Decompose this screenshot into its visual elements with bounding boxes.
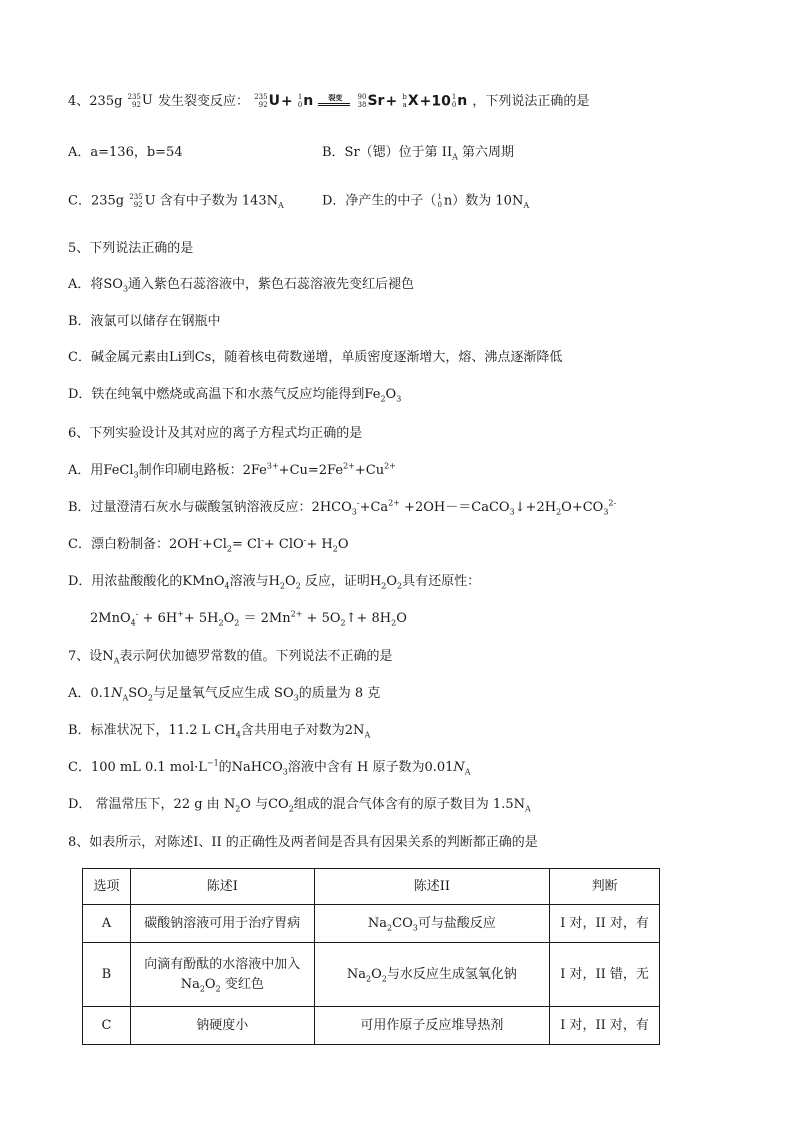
header-option: 选项 (83, 869, 131, 905)
eq-part: ↑+ 8H (345, 611, 392, 626)
q6-d-mid: 溶液与H (229, 574, 280, 589)
q6-d-mid2: O (285, 574, 296, 589)
q7-a-n: N (111, 686, 123, 701)
q7-option-b (68, 722, 370, 740)
eq-sr-nuclide (358, 92, 385, 111)
q7-b-sub2: A (364, 730, 371, 740)
row-a-judgement: I 对，II 对，有 (550, 905, 660, 943)
c-num: 92 (133, 200, 143, 209)
q6-a-sub: 3 (133, 470, 139, 480)
q6-b-mid4: O+CO (561, 500, 604, 515)
q6-b-sub4: 3 (603, 507, 609, 517)
q7-option-d (68, 796, 531, 814)
q6-option-d (68, 573, 480, 591)
q5-a-post: 通入紫色石蕊溶液中，紫色石蕊溶液先变红后褪色 (128, 277, 415, 292)
q7-a-sub: A (122, 693, 129, 703)
q4-option-c (68, 192, 284, 211)
eq-part: O (223, 611, 235, 626)
x-mass: b (402, 93, 407, 101)
q6-a-mid3: +Cu (354, 463, 385, 478)
n2-num: 0 (451, 101, 457, 109)
q4-prefix: 4、235g (68, 93, 123, 109)
q6-a-sup3: 2+ (384, 461, 396, 471)
row-b-statement-1 (130, 943, 314, 1007)
q5-d-pre: D．铁在纯氧中燃烧或高温下和水蒸气反应均能得到Fe (68, 387, 381, 402)
cell-part: 可与盐酸反应 (417, 915, 496, 931)
eq-plus: + (280, 93, 293, 110)
q7-c-sub2: A (464, 767, 471, 777)
row-b-option: B (83, 943, 131, 1007)
table-row (83, 943, 660, 1007)
q4-d-sub: A (523, 201, 530, 211)
q5-a-sub: 3 (122, 284, 129, 294)
q6-a-sup2: 2+ (343, 461, 355, 471)
q6-b-sup2: 2+ (388, 498, 400, 508)
header-judgement: 判断 (550, 869, 660, 905)
q7-d-pre: D． 常温常压下，22 g 由 N (68, 797, 236, 812)
q6-d-mid4: O (386, 574, 398, 589)
q6-d-sub3: 2 (295, 581, 301, 591)
q4-stem (68, 92, 589, 111)
q7-b-sub1: 4 (235, 730, 241, 740)
q6-a-mid: 制作印刷电路板：2Fe (138, 463, 267, 478)
q7-a-pre: A．0.1 (68, 686, 112, 701)
q6-d-sub4: 2 (381, 581, 387, 591)
q6-c-mid4: + H (306, 537, 333, 552)
q6-option-a (68, 462, 396, 480)
q6-c-sup1: - (199, 535, 202, 545)
q7-c-n: N (453, 760, 465, 775)
q6-option-d-equation (90, 610, 407, 628)
q6-option-c (68, 536, 349, 554)
row-a-option: A (83, 905, 131, 943)
q7-c-mid: 的NaHCO (218, 760, 283, 775)
q7-a-sub2: 2 (147, 693, 153, 703)
eq-sup: + (177, 609, 184, 619)
eq-sub: 2 (218, 618, 224, 628)
q5-d-o: O (385, 387, 397, 402)
q6-c-sup2: - (261, 535, 264, 545)
d-num: 0 (437, 200, 442, 209)
eq-part: + 5O (302, 611, 341, 626)
q4-d-pre: D．净产生的中子（ (322, 193, 437, 209)
q7-stem (68, 648, 392, 666)
q8-stem: 8、如表所示，对陈述I、II 的正确性及两者间是否具有因果关系的判断都正确的是 (68, 835, 538, 850)
eq-part: + 6H (138, 611, 178, 626)
q6-c-mid2: = Cl (232, 537, 262, 552)
q7-stem-pre: 7、设N (68, 649, 114, 664)
sr-symbol: Sr (367, 93, 385, 109)
q6-a-mid2: +Cu=2Fe (278, 463, 344, 478)
q5-option-c: C．碱金属元素由Li到Cs，随着核电荷数递增，单质密度逐渐增大，熔、沸点逐渐降低 (68, 350, 563, 365)
eq-part: + 5H (183, 611, 219, 626)
c-mass: 235 (129, 192, 143, 201)
q4-text: 发生裂变反应： (158, 93, 250, 109)
q6-c-mid: +Cl (201, 537, 227, 552)
q6-stem: 6、下列实验设计及其对应的离子方程式均正确的是 (68, 426, 363, 441)
eq-n2-nuclide (452, 92, 467, 111)
cell-sub: 2 (215, 984, 221, 994)
q6-b-sub3: 2 (556, 507, 562, 517)
q6-d-end: 具有还原性： (402, 574, 481, 589)
q5-option-b: B．液氯可以储存在钢瓶中 (68, 314, 221, 329)
q7-c-sup: −1 (206, 758, 219, 768)
q4-option-b (322, 144, 514, 162)
cell-part: CO (392, 915, 413, 931)
eq-sub: 2 (391, 618, 397, 628)
eq-sub: 2 (234, 618, 240, 628)
row-c-statement-2: 可用作原子反应堆导热剂 (314, 1007, 550, 1045)
q4-d-mid: n）数为 10N (443, 193, 524, 209)
q6-d-pre: D．用浓盐酸酸化的KMnO (68, 574, 225, 589)
cell-part: O (204, 976, 216, 992)
x-symbol: X (407, 93, 419, 109)
q6-option-b (68, 499, 616, 517)
q4-c-mid: U 含有中子数为 143N (144, 193, 279, 209)
u-symbol: U (141, 93, 153, 109)
q4-b-post: 第六周期 (457, 145, 514, 160)
cell-part: 与水反应生成氢氧化钠 (386, 966, 517, 982)
q4-c-pre: C．235g (68, 193, 125, 209)
q7-option-c (68, 759, 471, 777)
row-c-judgement: I 对，II 对，有 (550, 1007, 660, 1045)
q7-a-mid2: 与足量氧气反应生成 SO (152, 686, 294, 701)
x-num: a (402, 101, 407, 109)
q6-b-mid2: +2OH－＝CaCO (399, 500, 510, 515)
row-b-judgement: I 对，II 错，无 (550, 943, 660, 1007)
eq-x-nuclide (402, 92, 418, 111)
eq-sub: 2 (340, 618, 346, 628)
q6-d-sub1: 4 (224, 581, 230, 591)
eq-sup: 2+ (290, 609, 303, 619)
q7-d-mid2: 组成的混合气体含有的原子数目为 1.5N (293, 797, 525, 812)
cell-sub: 3 (412, 923, 418, 933)
q6-b-sup3: 2- (608, 498, 617, 508)
u-mass: 235 (127, 92, 141, 101)
q5-option-a (68, 276, 414, 294)
row-b-statement-2 (314, 943, 550, 1007)
eq-u-nuclide (254, 92, 280, 111)
sr-mass: 90 (357, 93, 367, 101)
q6-c-sub2: 2 (332, 544, 338, 554)
eq-u-symbol: U (268, 93, 280, 109)
q7-a-end: 的质量为 8 克 (298, 686, 381, 701)
table-row (83, 1007, 660, 1045)
cell-sub: 2 (199, 984, 205, 994)
cell-sub: 2 (381, 974, 387, 984)
q7-a-sub3: 3 (293, 693, 299, 703)
cell-part: 变红色 (220, 976, 264, 992)
q7-option-a (68, 685, 380, 703)
q4-d-nuclide (437, 192, 442, 210)
q7-b-pre: B．标准状况下，11.2 L CH (68, 723, 236, 738)
eq-part: 2MnO (90, 611, 131, 626)
eq-u-mass: 235 (254, 93, 268, 101)
eq-plus-ten: +10 (419, 93, 451, 110)
cell-sub: 2 (366, 974, 372, 984)
q5-d-sub2: 3 (396, 394, 402, 404)
q4-b-sub: A (452, 152, 458, 162)
eq-part: O (396, 611, 407, 626)
q7-stem-post: 表示阿伏加德罗常数的值。下列说法不正确的是 (119, 649, 393, 664)
q7-d-sub2: 2 (288, 804, 294, 814)
row-c-option: C (83, 1007, 131, 1045)
cell-line: 向滴有酚酞的水溶液中加入 (144, 956, 301, 972)
row-a-statement-1: 碳酸钠溶液可用于治疗胃病 (130, 905, 314, 943)
n-symbol: n (303, 93, 314, 109)
q6-b-mid3: ↓+2H (514, 500, 557, 515)
q8-table (82, 868, 660, 1045)
q6-b-pre: B．过量澄清石灰水与碳酸氢钠溶液反应：2HCO (68, 500, 352, 515)
q6-c-sub1: 2 (226, 544, 233, 554)
q5-option-d (68, 386, 401, 404)
eq-u-num: 92 (258, 101, 268, 109)
q7-d-sub3: A (524, 804, 531, 814)
q6-a-pre: A．用FeCl (68, 463, 134, 478)
cell-part: O (371, 966, 382, 982)
cell-part: Na (346, 966, 366, 982)
q6-a-sup1: 3+ (266, 461, 279, 471)
q6-d-sub5: 2 (397, 581, 403, 591)
row-c-statement-1: 钠硬度小 (130, 1007, 314, 1045)
q6-d-sub2: 2 (279, 581, 286, 591)
eq-part: ＝ 2Mn (239, 611, 291, 626)
q6-c-mid3: + ClO (263, 537, 304, 552)
q7-d-mid: O 与CO (240, 797, 289, 812)
eq-n-nuclide (298, 92, 313, 111)
q6-d-mid3: 反应，证明H (300, 574, 382, 589)
q5-d-sub1: 2 (380, 394, 386, 404)
eq-sub: 4 (130, 618, 136, 628)
sr-num: 38 (357, 101, 367, 109)
q4-tail: ，下列说法正确的是 (472, 93, 590, 109)
q4-c-sub: A (278, 201, 284, 211)
q7-d-sub1: 2 (235, 804, 241, 814)
cell-part: Na (367, 915, 388, 931)
n2-symbol: n (457, 93, 468, 109)
n-mass: 1 (297, 93, 303, 101)
cell-sub: 2 (387, 923, 393, 933)
n2-mass: 1 (451, 93, 457, 101)
table-row (83, 905, 660, 943)
q7-c-mid2: 溶液中含有 H 原子数为0.01 (287, 760, 454, 775)
q6-b-sub2: 3 (509, 507, 515, 517)
q5-a-pre: A．将SO (68, 277, 123, 292)
q7-stem-sub: A (113, 656, 120, 666)
fission-arrow (318, 93, 352, 109)
q6-c-pre: C．漂白粉制备：2OH (68, 537, 200, 552)
q5-stem: 5、下列说法正确的是 (68, 241, 194, 256)
d-mass: 1 (437, 192, 442, 201)
header-statement-2: 陈述II (314, 869, 550, 905)
table-header-row (83, 869, 660, 905)
q4-b-text: B．Sr（锶）位于第 II (322, 145, 453, 160)
q4-option-a: A．a=136，b=54 (68, 145, 183, 160)
q4-c-nuclide (129, 192, 143, 210)
q6-b-sup1: - (356, 498, 360, 508)
q7-c-sub1: 3 (282, 767, 288, 777)
q7-c-pre: C．100 mL 0.1 mol·L (68, 760, 207, 775)
eq-plus: + (385, 93, 398, 110)
header-statement-1: 陈述I (130, 869, 314, 905)
eq-sup: - (135, 609, 139, 619)
n-num: 0 (297, 101, 303, 109)
row-a-statement-2 (314, 905, 550, 943)
q7-a-mid: SO (128, 686, 148, 701)
q6-c-sup3: - (303, 535, 307, 545)
q4-option-d (322, 192, 529, 211)
q6-b-mid: +Ca (359, 500, 389, 515)
fission-label: 裂变 (328, 93, 343, 103)
q6-c-end: O (337, 537, 349, 552)
cell-line (135, 975, 310, 995)
cell-part: Na (180, 976, 200, 992)
q4-u-nuclide (128, 92, 153, 110)
q6-b-sub1: 3 (351, 507, 357, 517)
q7-b-mid: 含共用电子对数为2N (240, 723, 365, 738)
u-num: 92 (132, 100, 141, 109)
